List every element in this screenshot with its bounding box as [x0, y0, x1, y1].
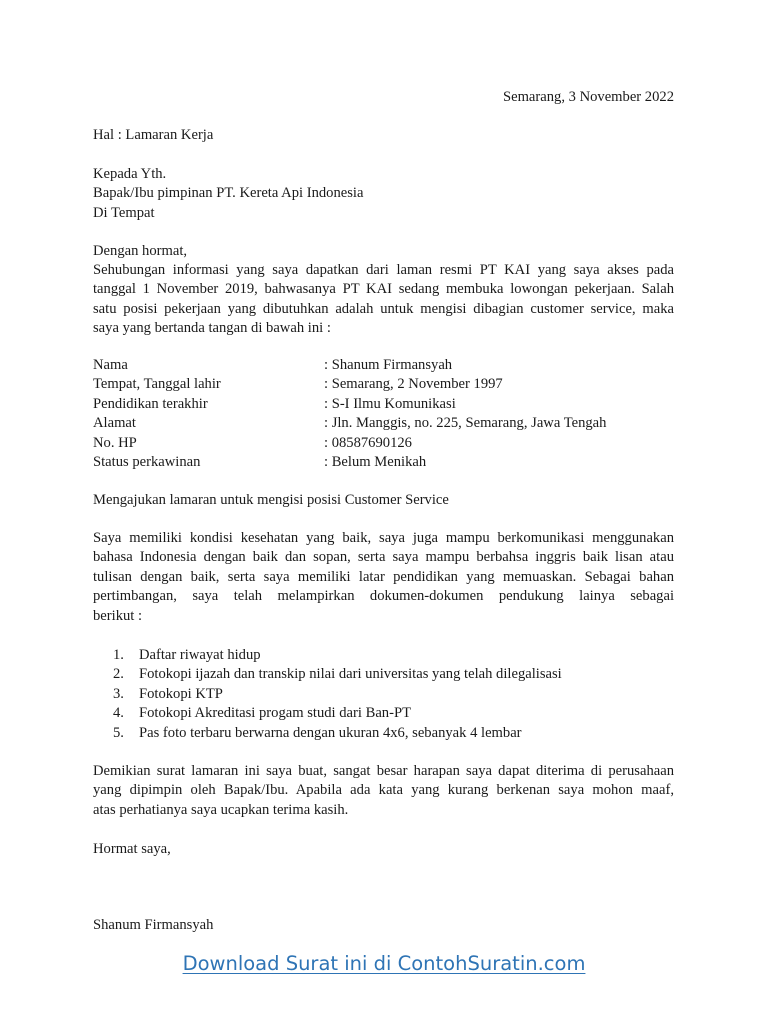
list-item [113, 685, 673, 704]
list-item-text: Fotokopi ijazah dan transkip nilai dari universitas yang telah dilegalisasi [139, 666, 562, 683]
intro-line: saya yang bertanda tangan di bawah ini : [93, 320, 331, 337]
biodata-label: Alamat [93, 415, 136, 432]
list-item [113, 646, 673, 665]
intro-line: satu posisi pekerjaan yang dibutuhkan adalah untuk mengisi dibagian customer service, maka [93, 300, 674, 317]
biodata-row [93, 434, 674, 453]
list-item-text: Fotokopi KTP [139, 685, 223, 702]
biodata-value: : Belum Menikah [324, 453, 427, 470]
recipient-line: Bapak/Ibu pimpinan PT. Kereta Api Indonesia [93, 185, 364, 202]
biodata-label: No. HP [93, 434, 137, 451]
subject-line: Hal : Lamaran Kerja [93, 127, 214, 143]
list-item [113, 724, 673, 743]
biodata-label: Nama [93, 357, 128, 373]
list-item [113, 665, 673, 684]
place-date: Semarang, 3 November 2022 [502, 89, 674, 105]
biodata-value: : S-I Ilmu Komunikasi [324, 395, 456, 412]
intro-line: Sehubungan informasi yang saya dapatkan dari laman resmi PT KAI yang saya akses pada [93, 262, 674, 278]
intro-paragraph [93, 261, 674, 339]
recipient-line: Kepada Yth. [93, 166, 167, 182]
list-number: 1. [113, 647, 124, 663]
body-line: bahasa Indonesia dengan baik dan sopan, serta saya mampu berbahsa inggris baik lisan atau [93, 549, 674, 566]
list-number: 4. [113, 705, 124, 722]
signatory-name: Shanum Firmansyah [93, 917, 214, 933]
closing-line: yang dipimpin oleh Bapak/Ibu. Apabila ada kata yang kurang berkenan saya mohon maaf, [93, 782, 674, 799]
list-item-text: Fotokopi Akreditasi progam studi dari Ban-PT [139, 705, 411, 722]
body-line: Saya memiliki kondisi kesehatan yang baik, saya juga mampu berkomunikasi menggunakan [93, 530, 674, 546]
biodata-table [93, 356, 674, 472]
closing-paragraph [93, 762, 674, 820]
biodata-value: : 08587690126 [324, 434, 412, 451]
biodata-value: : Jln. Manggis, no. 225, Semarang, Jawa Tengah [324, 415, 607, 432]
attachment-list [113, 646, 673, 743]
biodata-row [93, 453, 674, 472]
sign-off: Hormat saya, [93, 841, 171, 857]
body-line: tulisan dengan baik, serta saya memiliki latar pendidikan yang memuaskan. Sebagai bahan [93, 568, 674, 585]
biodata-row [93, 375, 674, 394]
biodata-row [93, 414, 674, 433]
closing-line: Demikian surat lamaran ini saya buat, sangat besar harapan saya dapat diterima di perusahaan [93, 763, 674, 779]
list-number: 5. [113, 724, 124, 741]
biodata-row [93, 356, 674, 375]
greeting: Dengan hormat, [93, 243, 188, 259]
biodata-label: Tempat, Tanggal lahir [93, 376, 221, 393]
list-item-text: Daftar riwayat hidup [139, 647, 261, 663]
list-item-text: Pas foto terbaru berwarna dengan ukuran 4x6, sebanyak 4 lembar [139, 724, 522, 741]
biodata-label: Pendidikan terakhir [93, 395, 208, 412]
body-line: pertimbangan, saya telah melampirkan dokumen-dokumen pendukung lainya sebagai [93, 588, 674, 605]
intro-line: tanggal 1 November 2019, bahwasanya PT KAI sedang membuka lowongan pekerjaan. Salah [93, 281, 674, 298]
recipient-line: Di Tempat [93, 204, 155, 221]
biodata-row [93, 395, 674, 414]
list-number: 2. [113, 666, 124, 683]
download-link[interactable]: Download Surat ini di ContohSuratin.com [182, 952, 586, 975]
position-statement: Mengajukan lamaran untuk mengisi posisi Customer Service [93, 492, 449, 508]
list-item [113, 704, 673, 723]
body-paragraph [93, 529, 674, 626]
closing-line: atas perhatianya saya ucapkan terima kasih. [93, 801, 349, 818]
biodata-label: Status perkawinan [93, 453, 201, 470]
recipient-block [93, 165, 674, 223]
biodata-value: : Semarang, 2 November 1997 [324, 376, 503, 393]
list-number: 3. [113, 685, 124, 702]
body-line: berikut : [93, 607, 143, 624]
biodata-value: : Shanum Firmansyah [324, 357, 453, 373]
